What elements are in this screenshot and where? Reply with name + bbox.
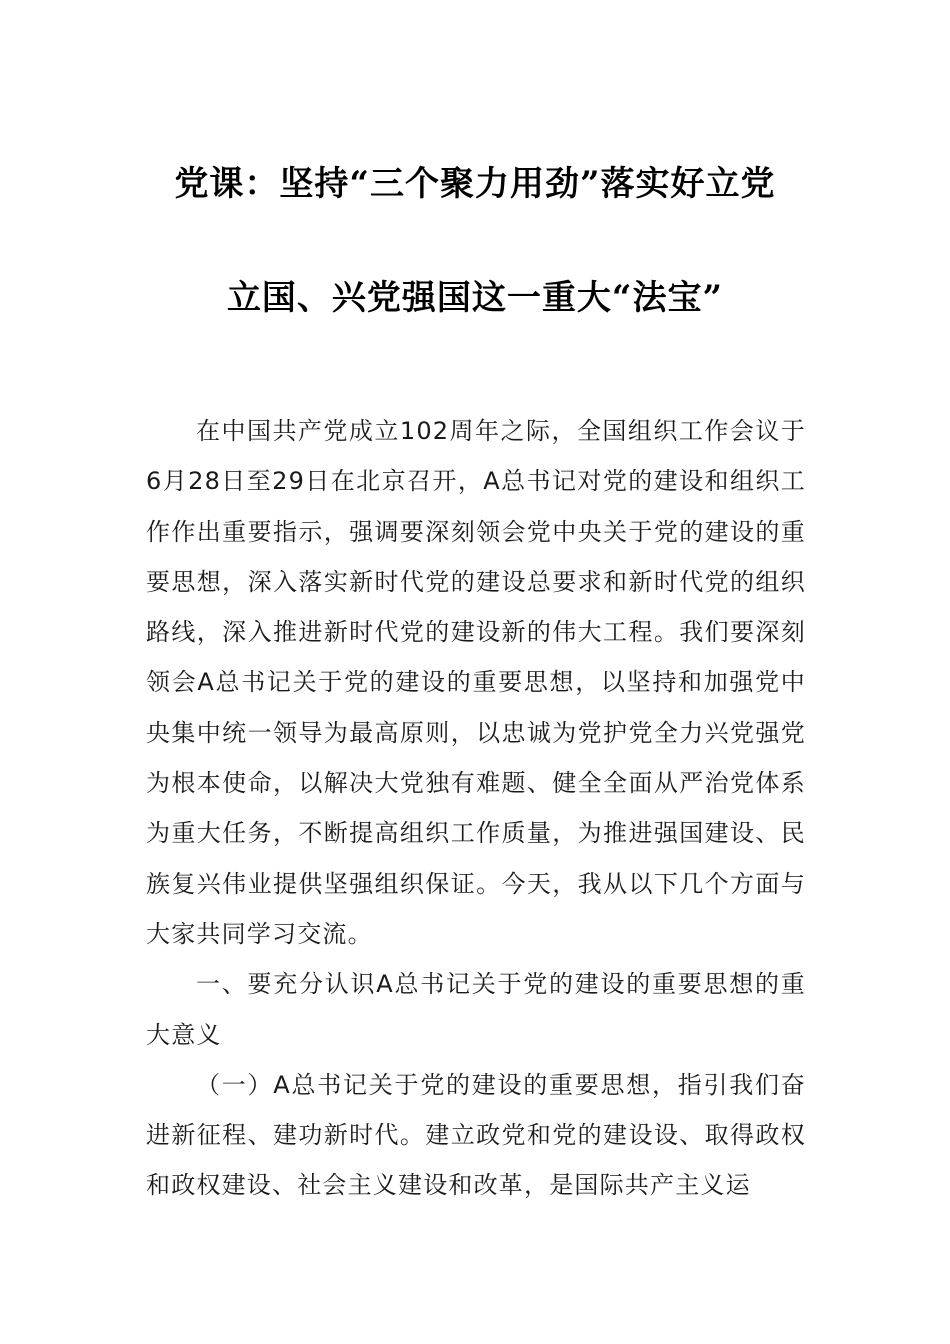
intro-paragraph: 在中国共产党成立102周年之际，全国组织工作会议于6月28日至29日在北京召开，A总书记对党的建设和组织工作作出重要指示，强调要深刻领会党中央关于党的建设的重要思想，深入落实新时代党的建设总要求和新时代党的组织路线，深入推进新时代党的建设新的伟大工程。我们要深刻领会A总书记关于党的建设的重要思想，以坚持和加强党中央集中统一领导为最高原则，以忠诚为党护党全力兴党强党为根本使命，以解决大党独有难题、健全全面从严治党体系为重大任务，不断提高组织工作质量，为推进强国建设、民族复兴伟业提供坚强组织保证。今天，我从以下几个方面与大家共同学习交流。 (146, 417, 806, 948)
section-heading-1: 一、要充分认识A总书记关于党的建设的重要思想的重大意义 (146, 970, 806, 1049)
document-title-line-2: 立国、兴党强国这一重大“法宝” (226, 278, 724, 318)
document-title-line-1: 党课：坚持“三个聚力用劲”落实好立党 (174, 164, 776, 204)
document-body (146, 406, 806, 1211)
subsection-paragraph-1: （一）A总书记关于党的建设的重要思想，指引我们奋进新征程、建功新时代。建立政党和党的建设设、取得政权和政权建设、社会主义建设和改革，是国际共产主义运 (146, 1070, 806, 1200)
